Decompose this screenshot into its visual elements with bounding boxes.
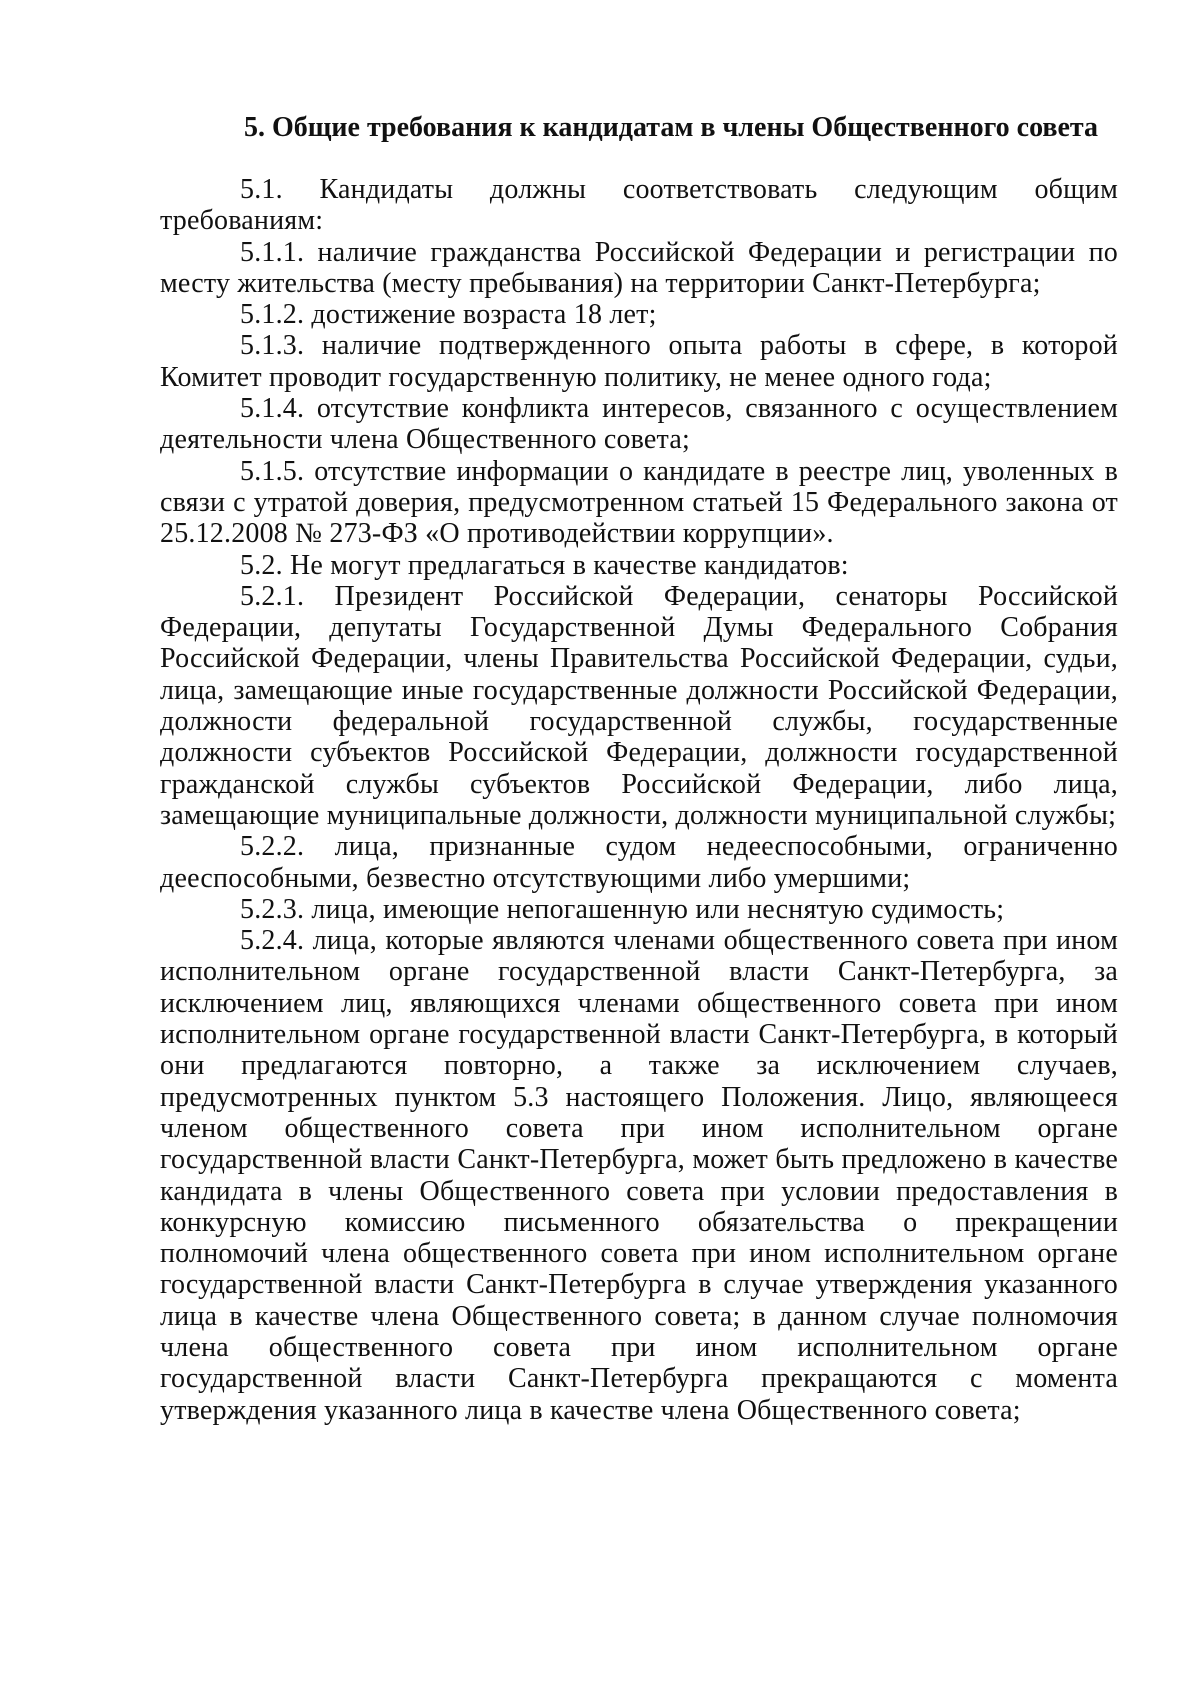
paragraph-text: лица, имеющие непогашенную или неснятую судимость; (304, 893, 1005, 925)
paragraph-text: Не могут предлагаться в качестве кандидатов: (282, 549, 849, 581)
paragraph-number: 5.2.4. (240, 925, 305, 957)
paragraph-text: наличие гражданства Российской Федерации и регистрации по месту жительства (месту пребывания) на территории Санкт-Петербурга; (160, 236, 1118, 299)
paragraph-5-1-5 (160, 456, 1118, 550)
paragraph-5-1-4 (160, 393, 1118, 456)
paragraph-number: 5.1.2. (240, 299, 305, 331)
paragraph-text: достижение возраста 18 лет; (304, 299, 657, 331)
paragraph-text: Кандидаты должны соответствовать следующим общим требованиям: (160, 174, 1118, 237)
paragraph-text: Президент Российской Федерации, сенаторы Российской Федерации, депутаты Государственной Думы Федерального Собрания Российской Федерации, члены Правительства Российской Федерации, судьи, лица, замещающие иные государственные должности Российской Федерации, должности федеральной государственной службы, государственные должности субъектов Российской Федерации, должности государственной гражданской службы субъектов Российской Федерации, либо лица, замещающие муниципальные должности, должности муниципальной службы; (160, 580, 1118, 831)
paragraph-5-2 (160, 550, 1118, 581)
paragraph-number: 5.2.2. (240, 831, 305, 863)
paragraph-5-2-1 (160, 581, 1118, 831)
paragraph-5-2-3 (160, 894, 1118, 925)
paragraph-5-2-4 (160, 925, 1118, 1426)
paragraph-text: отсутствие информации о кандидате в реестре лиц, уволенных в связи с утратой доверия, предусмотренном статьей 15 Федерального закона от 25.12.2008 № 273-ФЗ «О противодействии коррупции». (160, 455, 1118, 550)
paragraph-number: 5.1. (240, 174, 283, 205)
paragraph-number: 5.1.1. (240, 236, 305, 268)
section-heading: 5. Общие требования к кандидатам в члены Общественного совета (243, 112, 1099, 143)
paragraph-5-1-1 (160, 237, 1118, 300)
paragraph-number: 5.1.4. (240, 393, 305, 425)
paragraph-number: 5.2.3. (240, 893, 305, 925)
paragraph-text: наличие подтвержденного опыта работы в сфере, в которой Комитет проводит государственную политику, не менее одного года; (160, 330, 1118, 393)
paragraph-5-1 (160, 174, 1118, 237)
document-page (160, 112, 1118, 1426)
paragraph-5-1-3 (160, 330, 1118, 393)
paragraph-text: лица, которые являются членами общественного совета при ином исполнительном органе государственной власти Санкт-Петербурга, за исключением лиц, являющихся членами общественного совета при ином исполнительном органе государственной власти Санкт-Петербурга, в который они предлагаются повторно, а также за исключением случаев, предусмотренных пунктом 5.3 настоящего Положения. Лицо, являющееся членом общественного совета при ином исполнительном органе государственной власти Санкт-Петербурга, может быть предложено в качестве кандидата в члены Общественного совета при условии предоставления в конкурсную комиссию письменного обязательства о прекращении полномочий члена общественного совета при ином исполнительном органе государственной власти Санкт-Петербурга в случае утверждения указанного лица в качестве члена Общественного совета; в данном случае полномочия члена общественного совета при ином исполнительном органе государственной власти Санкт-Петербурга прекращаются с момента утверждения указанного лица в качестве члена Общественного совета; (160, 925, 1118, 1426)
paragraph-5-2-2 (160, 831, 1118, 894)
paragraph-text: лица, признанные судом недееспособными, ограниченно дееспособными, безвестно отсутствующими либо умершими; (160, 831, 1118, 894)
paragraph-number: 5.2.1. (240, 580, 305, 612)
paragraph-text: отсутствие конфликта интересов, связанного с осуществлением деятельности члена Общественного совета; (160, 393, 1118, 456)
paragraph-number: 5.1.3. (240, 330, 305, 362)
paragraph-number: 5.2. (240, 549, 283, 581)
paragraph-number: 5.1.5. (240, 455, 305, 487)
paragraph-5-1-2 (160, 299, 1118, 330)
